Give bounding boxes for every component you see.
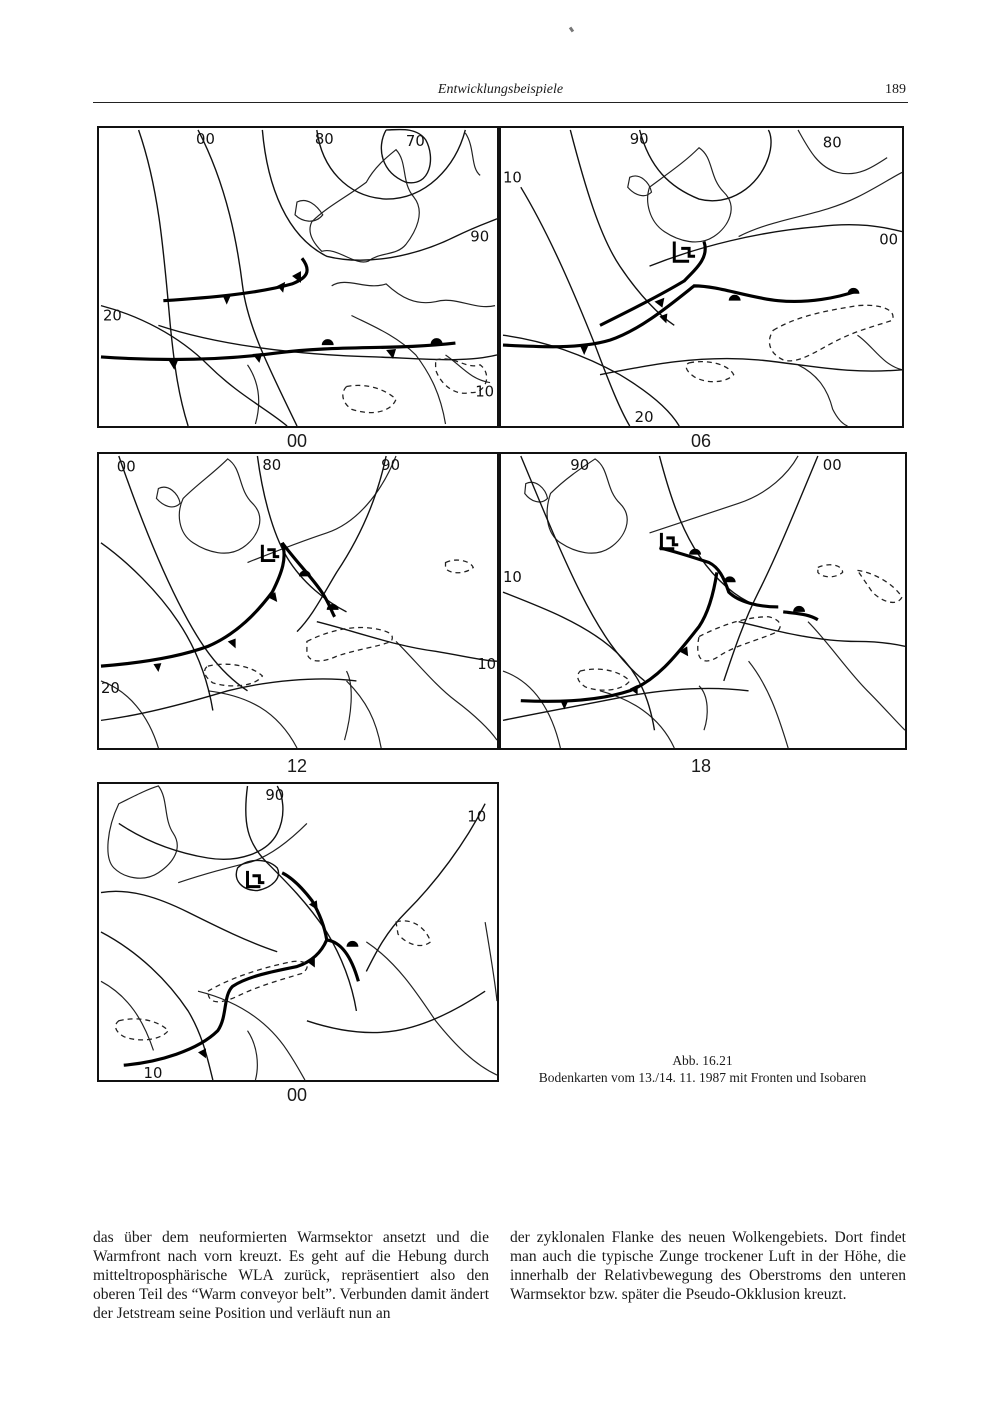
svg-text:80: 80 — [262, 456, 282, 474]
weather-map-panel-3 — [97, 452, 499, 750]
weather-map-drawing — [99, 784, 497, 1080]
paragraph-left: das über dem neuformierten Warmsektor ansetzt und die Warmfront nach vorn kreuzt. Es geht auf die Hebung durch mitteltroposphärische WLA zurück, repräsentiert also den oberen Teil des “Warm conveyor belt”. Verbunden damit ändert der Jetstream seine Position und verläuft nun an — [93, 1229, 489, 1322]
svg-text:10: 10 — [143, 1065, 163, 1080]
weather-map-drawing — [99, 128, 497, 426]
svg-text:00: 00 — [822, 456, 842, 474]
paragraph-right: der zyklonalen Flanke des neuen Wolkengebiets. Dort findet man auch die typische Zunge trockener Luft in der Höhe, die innerhalb der Relativbewegung des Oberstroms den unteren Warmsektor bzw. später die Pseudo-Okklusion kreuzt. — [510, 1229, 906, 1303]
svg-text:00: 00 — [116, 458, 136, 476]
page-header — [93, 80, 908, 103]
svg-text:10: 10 — [502, 569, 522, 587]
figure-description: Bodenkarten vom 13./14. 11. 1987 mit Fronten und Isobaren — [538, 1070, 867, 1085]
weather-map-panel-4 — [499, 452, 907, 750]
weather-map-panel-1 — [97, 126, 499, 428]
weather-map-drawing — [501, 128, 902, 426]
svg-text:90: 90 — [265, 786, 285, 804]
svg-text:00: 00 — [196, 130, 215, 148]
weather-map-drawing — [99, 454, 497, 748]
panel-time-label-2: 06 — [690, 431, 712, 451]
body-column-right — [510, 1228, 906, 1304]
svg-text:20: 20 — [100, 679, 120, 697]
figure-caption — [515, 1052, 890, 1086]
svg-text:20: 20 — [634, 409, 654, 426]
scan-speck — [569, 27, 574, 33]
body-column-left — [93, 1228, 489, 1323]
svg-text:80: 80 — [314, 130, 334, 148]
svg-text:90: 90 — [570, 456, 590, 474]
panel-time-label-1: 00 — [286, 431, 308, 451]
weather-map-panel-2 — [499, 126, 904, 428]
svg-text:10: 10 — [502, 169, 522, 187]
page-number: 189 — [885, 82, 906, 97]
svg-text:10: 10 — [477, 656, 497, 674]
panel-time-label-5: 00 — [286, 1085, 308, 1105]
svg-text:70: 70 — [405, 132, 425, 150]
figure-number: Abb. 16.21 — [672, 1053, 733, 1068]
svg-text:20: 20 — [102, 307, 122, 325]
svg-text:90: 90 — [629, 130, 649, 148]
weather-map-drawing — [501, 454, 905, 748]
svg-text:10: 10 — [467, 808, 487, 826]
weather-map-panel-5 — [97, 782, 499, 1082]
running-title: Entwicklungsbeispiele — [437, 82, 564, 97]
panel-time-label-4: 18 — [690, 756, 712, 776]
svg-text:10: 10 — [475, 383, 495, 401]
svg-text:00: 00 — [879, 231, 899, 249]
svg-text:90: 90 — [381, 456, 401, 474]
svg-text:90: 90 — [470, 228, 490, 246]
panel-time-label-3: 12 — [286, 756, 308, 776]
svg-text:80: 80 — [822, 134, 842, 152]
